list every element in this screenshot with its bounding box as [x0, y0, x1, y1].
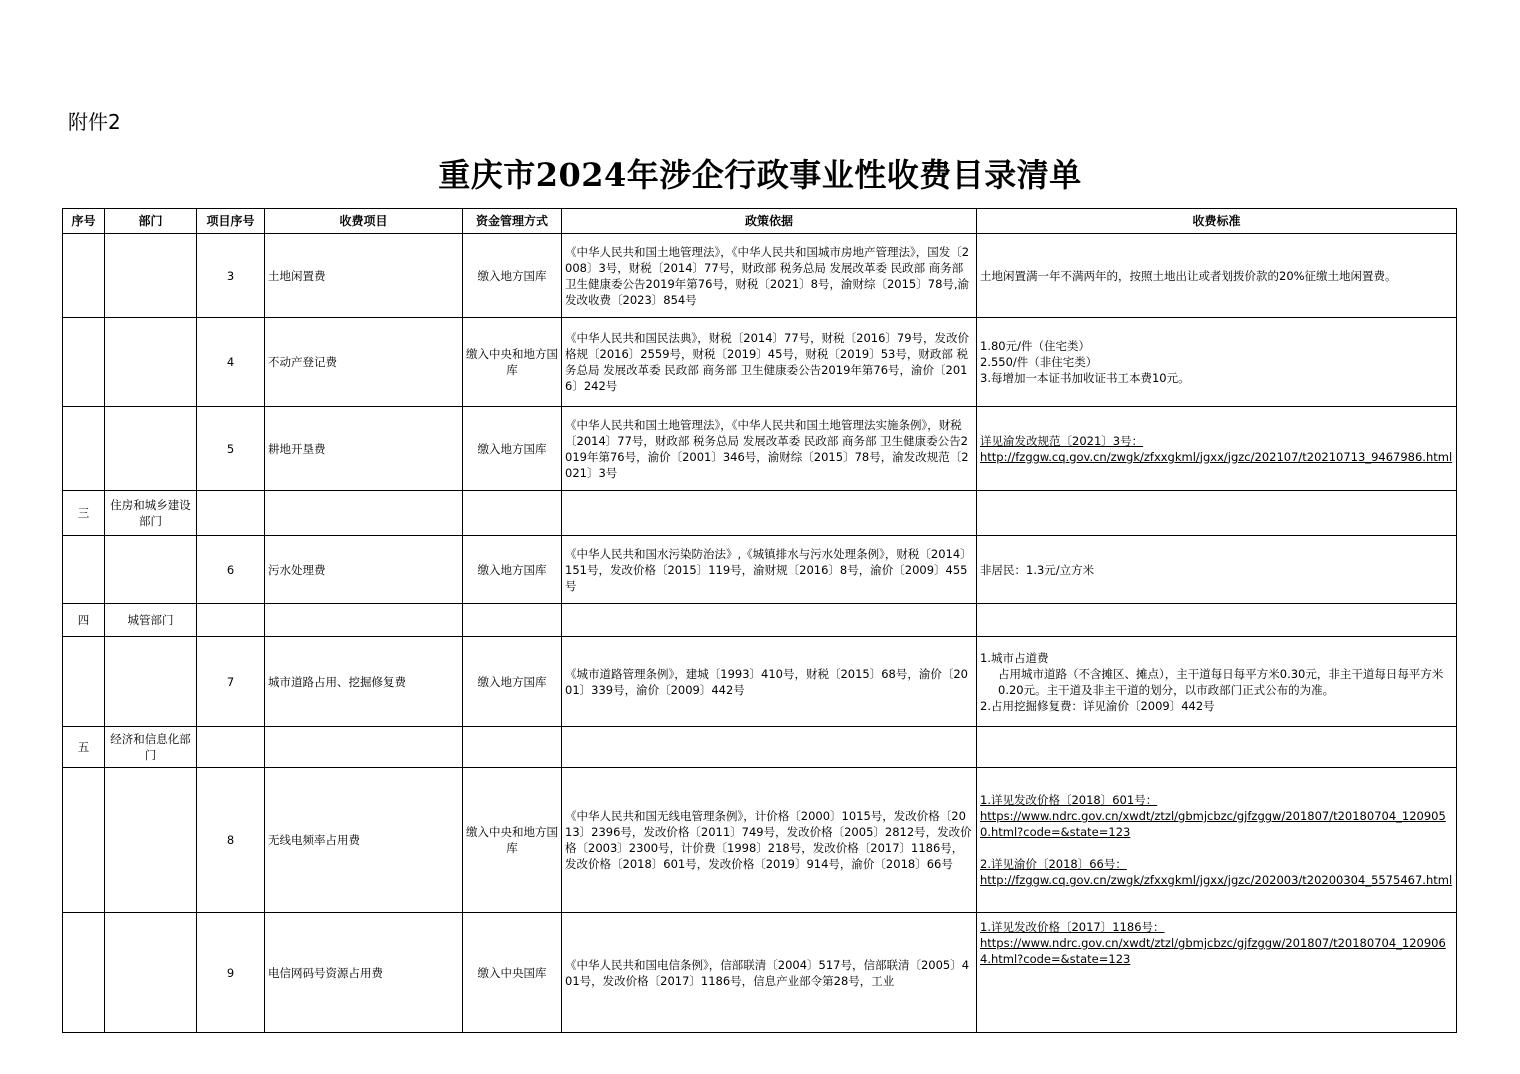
page-title: 重庆市2024年涉企行政事业性收费目录清单 [438, 156, 1082, 194]
dept-cell: 城管部门 [105, 604, 197, 637]
header-seq: 序号 [63, 209, 105, 234]
standard-line: 3.每增加一本证书加收证书工本费10元。 [980, 371, 1190, 385]
standard-link-label[interactable]: 详见渝发改规范〔2021〕3号： [980, 433, 1144, 448]
seq-cell [63, 768, 105, 913]
header-standard: 收费标准 [977, 209, 1457, 234]
dept-cell [105, 536, 197, 604]
standard-cell [977, 407, 1457, 491]
dept-cell [105, 637, 197, 727]
standard-link-url[interactable]: https://www.ndrc.gov.cn/xwdt/ztzl/gbmjcbzc/gjfzggw/201807/t20180704_1209050.html?code=&state=123 [980, 809, 1446, 839]
item-no-cell: 8 [197, 768, 265, 913]
standard-link-label[interactable]: 1.详见发改价格〔2017〕1186号： [980, 920, 1165, 934]
seq-cell [63, 234, 105, 318]
standard-line: 1.城市占道费 [980, 650, 1049, 665]
dept-cell [105, 768, 197, 913]
table-row [63, 768, 1457, 913]
policy-cell: 《中华人民共和国电信条例》，信部联清〔2004〕517号，信部联清〔2005〕401号，发改价格〔2017〕1186号，信息产业部令第28号，工业 [562, 913, 977, 1033]
header-item: 收费项目 [265, 209, 463, 234]
standard-line: 非居民：1.3元/立方米 [980, 562, 1095, 577]
standard-line: 2.占用挖掘修复费：详见渝价〔2009〕442号 [980, 698, 1215, 713]
dept-cell [105, 913, 197, 1033]
seq-cell [63, 536, 105, 604]
policy-cell: 《中华人民共和国土地管理法》，《中华人民共和国城市房地产管理法》，国发〔2008〕3号，财税〔2014〕77号，财政部 税务总局 发展改革委 民政部 商务部 卫生健康委公告2019年第76号，财税〔2021〕8号，渝财综〔2015〕78号,渝发改收费〔2023〕854号 [562, 234, 977, 318]
header-dept: 部门 [105, 209, 197, 234]
header-fund: 资金管理方式 [463, 209, 562, 234]
fee-catalog-table [62, 208, 1457, 1033]
seq-cell: 三 [63, 491, 105, 536]
standard-link-url[interactable]: http://fzggw.cq.gov.cn/zwgk/zfxxgkml/jgxx/jgzc/202107/t20210713_9467986.html [980, 449, 1453, 464]
dept-cell [105, 407, 197, 491]
standard-link-url[interactable]: http://fzggw.cq.gov.cn/zwgk/zfxxgkml/jgxx/jgzc/202003/t20200304_5575467.html [980, 873, 1453, 887]
seq-cell [63, 407, 105, 491]
table-header-row [63, 209, 1457, 234]
item-cell: 污水处理费 [265, 536, 463, 604]
item-no-cell: 3 [197, 234, 265, 318]
seq-cell [63, 318, 105, 407]
table-row [63, 318, 1457, 407]
seq-cell [63, 637, 105, 727]
table-row [63, 913, 1457, 1033]
standard-link-label[interactable]: 2.详见渝价〔2018〕66号： [980, 857, 1127, 871]
fund-cell: 缴入地方国库 [463, 407, 562, 491]
seq-cell: 四 [63, 604, 105, 637]
table-row [63, 407, 1457, 491]
department-row [63, 491, 1457, 536]
attachment-label: 附件2 [68, 110, 121, 134]
standard-link-url[interactable]: https://www.ndrc.gov.cn/xwdt/ztzl/gbmjcbzc/gjfzggw/201807/t20180704_1209064.html?code=&state=123 [980, 936, 1446, 966]
dept-cell: 住房和城乡建设部门 [105, 491, 197, 536]
header-item-no: 项目序号 [197, 209, 265, 234]
table-row [63, 637, 1457, 727]
standard-cell [977, 637, 1457, 727]
dept-cell: 经济和信息化部门 [105, 727, 197, 768]
dept-cell [105, 234, 197, 318]
policy-cell: 《中华人民共和国土地管理法》，《中华人民共和国土地管理法实施条例》，财税〔2014〕77号，财政部 税务总局 发展改革委 民政部 商务部 卫生健康委公告2019年第76号，渝价〔2001〕346号，渝财综〔2015〕78号，渝发改规范〔2021〕3号 [562, 407, 977, 491]
policy-cell: 《中华人民共和国无线电管理条例》，计价格〔2000〕1015号，发改价格〔2013〕2396号，发改价格〔2011〕749号，发改价格〔2005〕2812号，发改价格〔2003〕2300号，计价费〔1998〕218号，发改价格〔2017〕1186号，发改价格〔2018〕601号，发改价格〔2019〕914号，渝价〔2018〕66号 [562, 768, 977, 913]
fund-cell: 缴入中央和地方国库 [463, 768, 562, 913]
item-cell: 无线电频率占用费 [265, 768, 463, 913]
standard-cell [977, 318, 1457, 407]
fund-cell: 缴入地方国库 [463, 637, 562, 727]
standard-cell [977, 913, 1457, 1033]
department-row [63, 727, 1457, 768]
item-no-cell: 6 [197, 536, 265, 604]
standard-cell [977, 234, 1457, 318]
standard-line: 1.80元/件（住宅类） [980, 339, 1090, 353]
table-row [63, 234, 1457, 318]
policy-cell: 《城市道路管理条例》，建城〔1993〕410号，财税〔2015〕68号，渝价〔2001〕339号，渝价〔2009〕442号 [562, 637, 977, 727]
dept-cell [105, 318, 197, 407]
item-no-cell: 5 [197, 407, 265, 491]
item-no-cell: 7 [197, 637, 265, 727]
item-cell: 不动产登记费 [265, 318, 463, 407]
fund-cell: 缴入中央和地方国库 [463, 318, 562, 407]
standard-line: 土地闲置满一年不满两年的，按照土地出让或者划拨价款的20%征缴土地闲置费。 [980, 268, 1397, 283]
item-no-cell: 9 [197, 913, 265, 1033]
policy-cell: 《中华人民共和国民法典》，财税〔2014〕77号，财税〔2016〕79号，发改价格规〔2016〕2559号，财税〔2019〕45号，财税〔2019〕53号，财政部 税务总局 发展改革委 民政部 商务部 卫生健康委公告2019年第76号，渝价〔2016〕242号 [562, 318, 977, 407]
item-cell: 土地闲置费 [265, 234, 463, 318]
item-cell: 电信网码号资源占用费 [265, 913, 463, 1033]
fee-table-container [62, 208, 1456, 988]
standard-line: 占用城市道路（不含摊区、摊点），主干道每日每平方米0.30元，非主干道每日每平方米0.20元。主干道及非主干道的划分，以市政部门正式公布的为准。 [998, 666, 1444, 697]
header-policy: 政策依据 [562, 209, 977, 234]
standard-line: 2.550/件（非住宅类） [980, 355, 1098, 369]
department-row [63, 604, 1457, 637]
fund-cell: 缴入中央国库 [463, 913, 562, 1033]
standard-link-label[interactable]: 1.详见发改价格〔2018〕601号： [980, 793, 1158, 807]
table-row [63, 536, 1457, 604]
standard-cell [977, 768, 1457, 913]
policy-cell: 《中华人民共和国水污染防治法》,《城镇排水与污水处理条例》，财税〔2014〕151号，发改价格〔2015〕119号，渝财规〔2016〕8号，渝价〔2009〕455号 [562, 536, 977, 604]
fund-cell: 缴入地方国库 [463, 536, 562, 604]
item-no-cell: 4 [197, 318, 265, 407]
item-cell: 城市道路占用、挖掘修复费 [265, 637, 463, 727]
seq-cell: 五 [63, 727, 105, 768]
fund-cell: 缴入地方国库 [463, 234, 562, 318]
item-cell: 耕地开垦费 [265, 407, 463, 491]
seq-cell [63, 913, 105, 1033]
standard-cell [977, 536, 1457, 604]
